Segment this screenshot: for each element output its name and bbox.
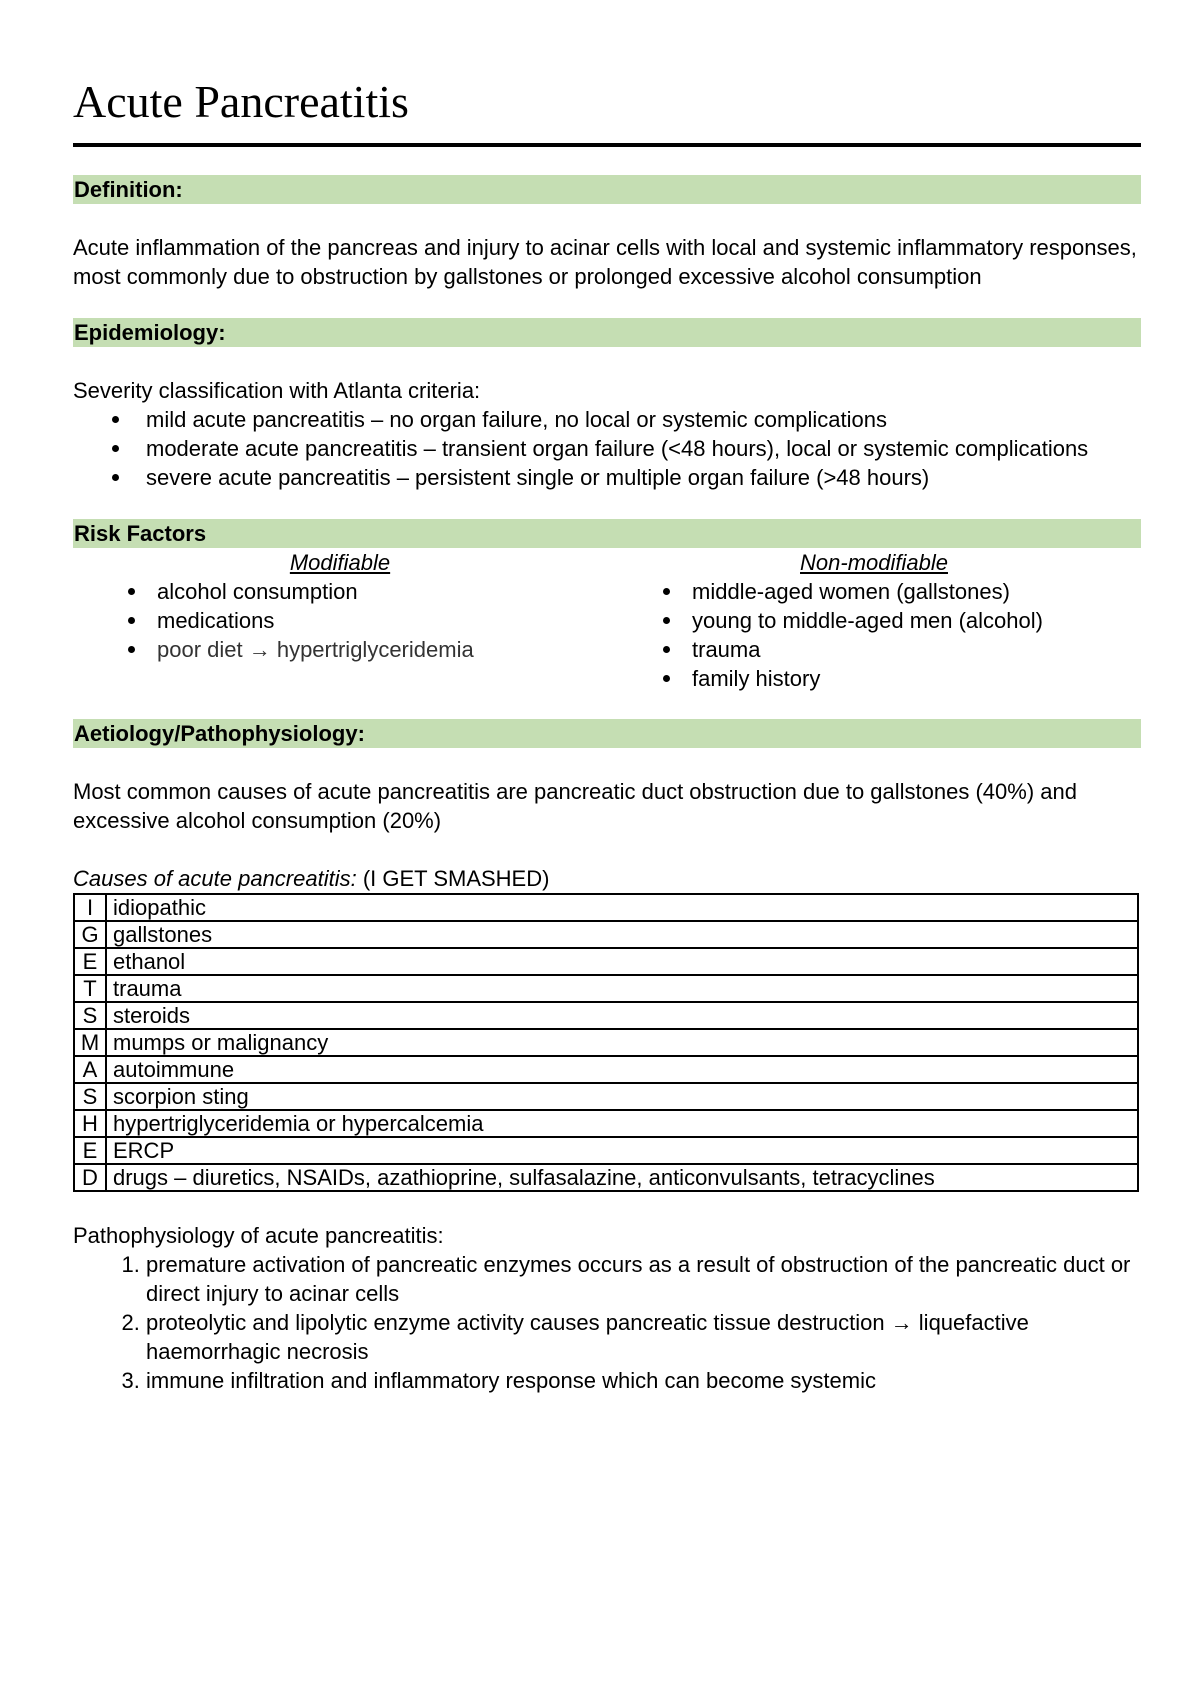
mnemonic-cause: ethanol [106,948,1138,975]
mnemonic-cause: hypertriglyceridemia or hypercalcemia [106,1110,1138,1137]
mnemonic-cause: mumps or malignancy [106,1029,1138,1056]
list-item: 2. proteolytic and lipolytic enzyme activity causes pancreatic tissue destruction → liquefactive haemorrhagic necrosis [146,1308,1141,1366]
mnemonic-letter: E [74,1137,106,1164]
definition-text: Acute inflammation of the pancreas and injury to acinar cells with local and systemic inflammatory responses, most commonly due to obstruction by gallstones or prolonged excessive alcohol consumption [73,235,1137,289]
table-row [74,1137,1138,1164]
non-modifiable-title: Non-modifiable [800,550,948,575]
pathophysiology-steps [73,1250,1141,1395]
list-item: severe acute pancreatitis – persistent single or multiple organ failure (>48 hours) [146,463,1141,492]
mnemonic-cause: ERCP [106,1137,1138,1164]
mnemonic-letter: T [74,975,106,1002]
mnemonic-letter: S [74,1083,106,1110]
mnemonic-letter: H [74,1110,106,1137]
list-item: alcohol consumption [157,577,607,606]
mnemonic-cause: steroids [106,1002,1138,1029]
epidemiology-intro: Severity classification with Atlanta criteria: [73,378,481,403]
table-row [74,1083,1138,1110]
causes-table [73,893,1139,1192]
mnemonic-letter: I [74,894,106,921]
causes-caption [73,864,1141,893]
mnemonic-cause: gallstones [106,921,1138,948]
list-item: medications [157,606,607,635]
page-title: Acute Pancreatitis [73,72,1141,147]
table-row [74,921,1138,948]
mnemonic-letter: E [74,948,106,975]
list-item: poor diet → hypertriglyceridemia [157,635,607,664]
causes-caption-mnemonic: (I GET SMASHED) [356,866,550,891]
table-row [74,1056,1138,1083]
aetiology-intro: Most common causes of acute pancreatitis are pancreatic duct obstruction due to gallstones (40%) and excessive alcohol consumption (20%) [73,779,1077,833]
table-row [74,948,1138,975]
definition-heading: Definition: [73,175,1141,204]
list-item: 3. immune infiltration and inflammatory response which can become systemic [146,1366,1141,1395]
modifiable-column [73,548,607,693]
pathophysiology-intro: Pathophysiology of acute pancreatitis: [73,1223,444,1248]
severity-list [73,405,1141,492]
list-item: middle-aged women (gallstones) [692,577,1141,606]
mnemonic-letter: D [74,1164,106,1191]
list-item: 1. premature activation of pancreatic enzymes occurs as a result of obstruction of the pancreatic duct or direct injury to acinar cells [146,1250,1141,1308]
table-row [74,894,1138,921]
table-row [74,1029,1138,1056]
risk-factor-columns [73,548,1141,693]
causes-caption-label: Causes of acute pancreatitis: [73,866,357,891]
risk-factors-heading: Risk Factors [73,519,1141,548]
mnemonic-letter: G [74,921,106,948]
aetiology-heading: Aetiology/Pathophysiology: [73,719,1141,748]
mnemonic-letter: A [74,1056,106,1083]
list-item: mild acute pancreatitis – no organ failure, no local or systemic complications [146,405,1141,434]
mnemonic-cause: drugs – diuretics, NSAIDs, azathioprine, sulfasalazine, anticonvulsants, tetracyclines [106,1164,1138,1191]
non-modifiable-column [607,548,1141,693]
table-row [74,1164,1138,1191]
mnemonic-cause: idiopathic [106,894,1138,921]
table-row [74,975,1138,1002]
mnemonic-cause: scorpion sting [106,1083,1138,1110]
list-item: young to middle-aged men (alcohol) [692,606,1141,635]
mnemonic-cause: autoimmune [106,1056,1138,1083]
list-item: family history [692,664,1141,693]
mnemonic-letter: S [74,1002,106,1029]
non-modifiable-list [607,577,1141,693]
table-row [74,1002,1138,1029]
epidemiology-heading: Epidemiology: [73,318,1141,347]
mnemonic-cause: trauma [106,975,1138,1002]
modifiable-title: Modifiable [289,550,391,575]
modifiable-list [73,577,607,664]
table-row [74,1110,1138,1137]
document-content [73,72,1141,1395]
mnemonic-letter: M [74,1029,106,1056]
list-item: trauma [692,635,1141,664]
list-item: moderate acute pancreatitis – transient organ failure (<48 hours), local or systemic complications [146,434,1141,463]
